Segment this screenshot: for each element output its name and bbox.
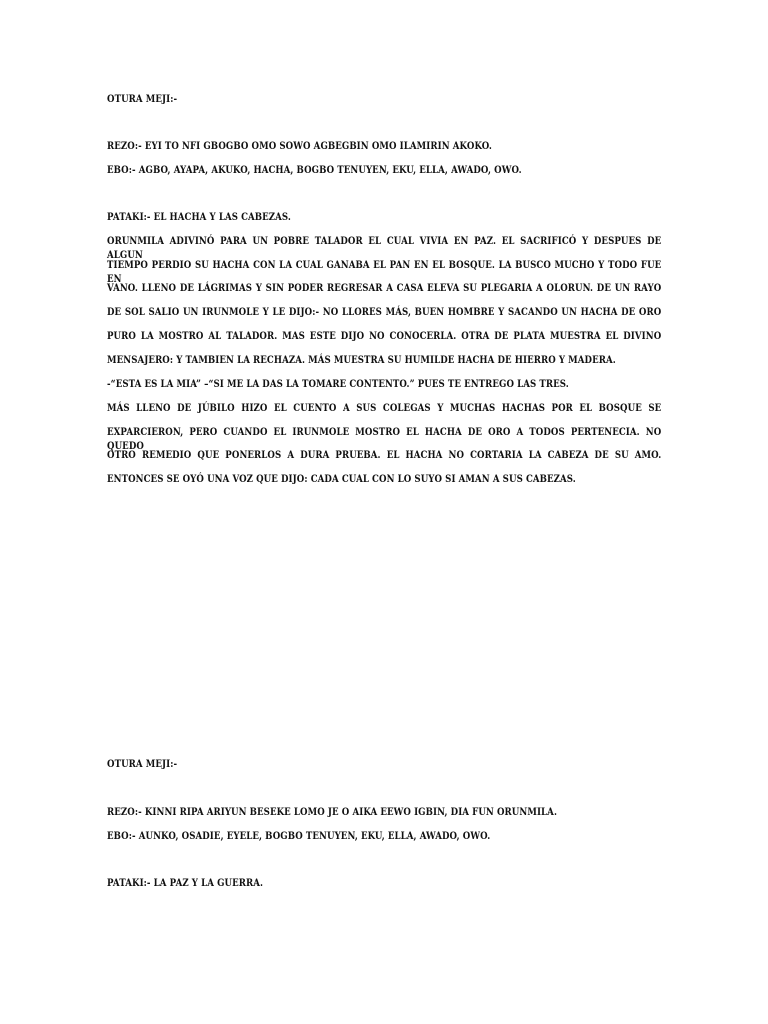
section2-pataki-title: PATAKI:- LA PAZ Y LA GUERRA. [107,877,264,889]
section2-rezo: REZO:- KINNI RIPA ARIYUN BESEKE LOMO JE O AIKA EEWO IGBIN, DIA FUN ORUNMILA. [107,806,558,818]
story-line: DE SOL SALIO UN IRUNMOLE Y LE DIJO:- NO LLORES MÁS, BUEN HOMBRE Y SACANDO UN HACHA DE ORO [107,306,662,318]
story-line: EXPARCIERON, PERO CUANDO EL IRUNMOLE MOSTRO EL HACHA DE ORO A TODOS PERTENECIA. NO QUEDO [107,426,662,452]
story-line: VANO. LLENO DE LÁGRIMAS Y SIN PODER REGRESAR A CASA ELEVA SU PLEGARIA A OLORUN. DE UN RAYO [107,282,662,294]
story-line: -“ESTA ES LA MIA” –“SI ME LA DAS LA TOMARE CONTENTO.” PUES TE ENTREGO LAS TRES. [107,378,569,390]
section1-pataki-title: PATAKI:- EL HACHA Y LAS CABEZAS. [107,211,292,223]
story-line: PURO LA MOSTRO AL TALADOR. MAS ESTE DIJO NO CONOCERLA. OTRA DE PLATA MUESTRA EL DIVINO [107,330,662,342]
story-line: ORUNMILA ADIVINÓ PARA UN POBRE TALADOR EL CUAL VIVIA EN PAZ. EL SACRIFICÓ Y DESPUES DE ALGUN [107,235,662,261]
story-line: ENTONCES SE OYÓ UNA VOZ QUE DIJO: CADA CUAL CON LO SUYO SI AMAN A SUS CABEZAS. [107,473,576,485]
section1-rezo: REZO:- EYI TO NFI GBOGBO OMO SOWO AGBEGBIN OMO ILAMIRIN AKOKO. [107,140,492,152]
section1-ebo: EBO:- AGBO, AYAPA, AKUKO, HACHA, BOGBO TENUYEN, EKU, ELLA, AWADO, OWO. [107,164,522,176]
section2-ebo: EBO:- AUNKO, OSADIE, EYELE, BOGBO TENUYEN, EKU, ELLA, AWADO, OWO. [107,830,491,842]
story-line: MENSAJERO: Y TAMBIEN LA RECHAZA. MÁS MUESTRA SU HUMILDE HACHA DE HIERRO Y MADERA. [107,354,616,366]
story-line: TIEMPO PERDIO SU HACHA CON LA CUAL GANABA EL PAN EN EL BOSQUE. LA BUSCO MUCHO Y TODO FUE EN [107,259,662,285]
section2-heading: OTURA MEJI:- [107,758,178,770]
story-line: OTRO REMEDIO QUE PONERLOS A DURA PRUEBA. EL HACHA NO CORTARIA LA CABEZA DE SU AMO. [107,449,662,461]
story-line: MÁS LLENO DE JÚBILO HIZO EL CUENTO A SUS COLEGAS Y MUCHAS HACHAS POR EL BOSQUE SE [107,402,662,414]
section1-heading: OTURA MEJI:- [107,93,178,105]
